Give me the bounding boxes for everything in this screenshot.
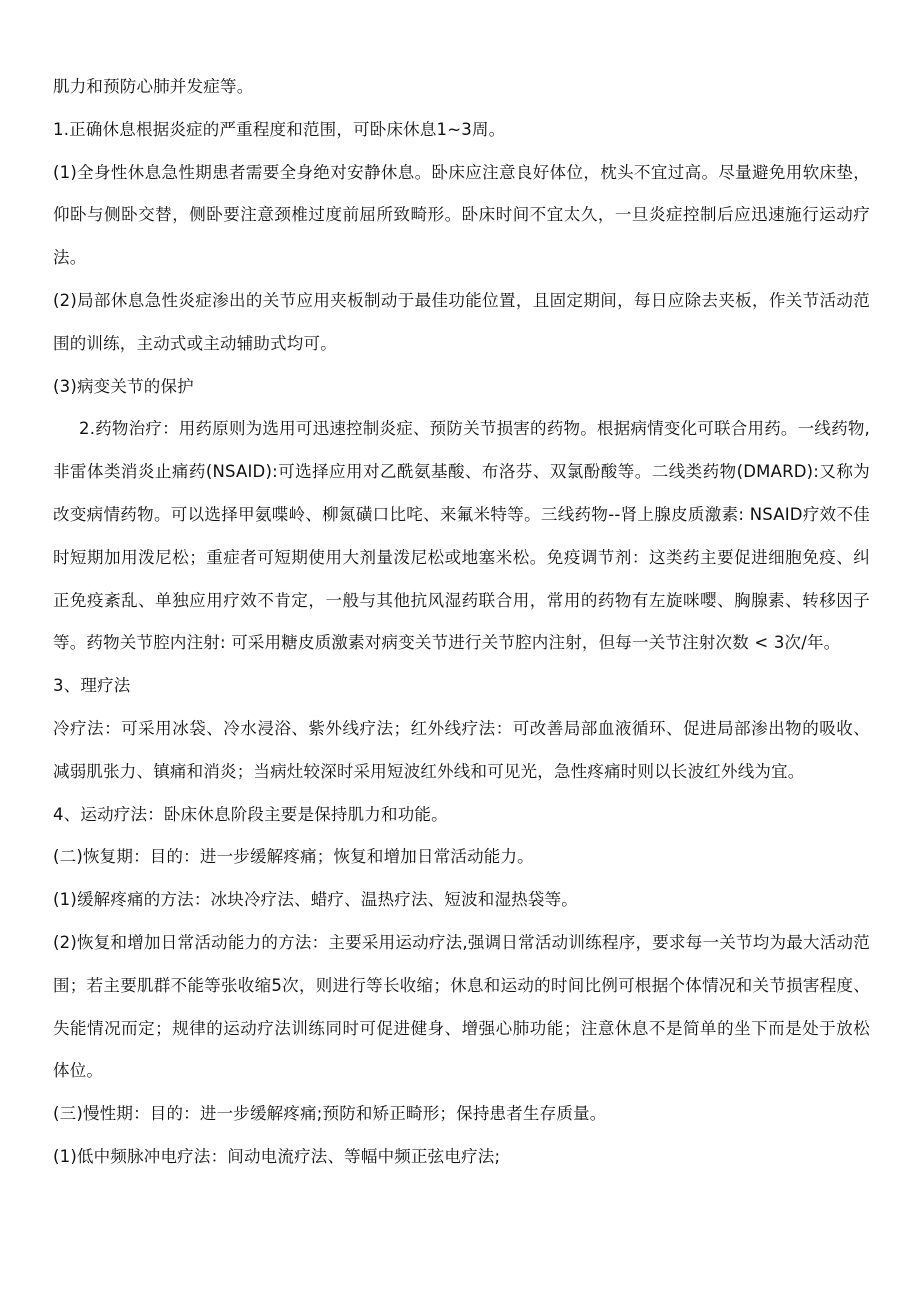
section-heading-chronic: (三)慢性期：目的：进一步缓解疼痛;预防和矫正畸形；保持患者生存质量。 bbox=[53, 1104, 607, 1124]
paragraph-pain-relief: (1)缓解疼痛的方法：冰块冷疗法、蜡疗、温热疗法、短波和湿热袋等。 bbox=[53, 890, 578, 910]
paragraph-cold-therapy: 冷疗法：可采用冰袋、冷水浸浴、紫外线疗法；红外线疗法：可改善局部血液循环、促进局部渗出物的吸收、减弱肌张力、镇痛和消炎；当病灶较深时采用短波红外线和可见光，急性疼痛时则以长波红外线为宜。 bbox=[53, 718, 870, 781]
paragraph-local-rest: (2)局部休息急性炎症渗出的关节应用夹板制动于最佳功能位置，且固定期间，每日应除去夹板，作关节活动范围的训练，主动式或主动辅助式均可。 bbox=[53, 290, 870, 353]
paragraph-rest-section: 1.正确休息根据炎症的严重程度和范围，可卧床休息1~3周。 bbox=[53, 119, 506, 139]
paragraph-joint-protection: (3)病变关节的保护 bbox=[53, 376, 194, 396]
section-heading-recovery: (二)恢复期：目的：进一步缓解疼痛；恢复和增加日常活动能力。 bbox=[53, 847, 534, 867]
paragraph-electrotherapy: (1)低中频脉冲电疗法：间动电流疗法、等幅中频正弦电疗法; bbox=[53, 1146, 501, 1166]
paragraph-continuation: 肌力和预防心肺并发症等。 bbox=[53, 77, 254, 96]
paragraph-daily-activity: (2)恢复和增加日常活动能力的方法：主要采用运动疗法,强调日常活动训练程序，要求每一关节均为最大活动范围；若主要肌群不能等张收缩5次，则进行等长收缩；休息和运动的时间比例可根据个体情况和关节损害程度、失能情况而定；规律的运动疗法训练同时可促进健身、增强心肺功能；注意休息不是简单的坐下而是处于放松体位。 bbox=[53, 932, 870, 1081]
section-heading-physiotherapy: 3、理疗法 bbox=[53, 676, 131, 696]
paragraph-exercise-therapy: 4、运动疗法：卧床休息阶段主要是保持肌力和功能。 bbox=[53, 804, 448, 824]
paragraph-drug-therapy: 2.药物治疗：用药原则为选用可迅速控制炎症、预防关节损害的药物。根据病情变化可联合用药。一线药物,非雷体类消炎止痛药(NSAID):可选择应用对乙酰氨基酸、布洛芬、双氯酚酸等。二线类药物(DMARD):又称为改变病情药物。可以选择甲氨喋岭、柳氮磺口比咤、来氟米特等。三线药物--肾上腺皮质激素: NSAID疗效不佳时短期加用泼尼松；重症者可短期使用大剂量泼尼松或地塞米松。免疫调节剂：这类药主要促进细胞免疫、纠正免疫紊乱、单独应用疗效不肯定，一般与其他抗风湿药联合用，常用的药物有左旋咪嘤、胸腺素、转移因子等。药物关节腔内注射: 可采用糖皮质激素对病变关节进行关节腔内注射，但每一关节注射次数 < 3次/年。 bbox=[53, 419, 870, 653]
paragraph-full-body-rest: (1)全身性休息急性期患者需要全身绝对安静休息。卧床应注意良好体位，枕头不宜过高。尽量避免用软床垫，仰卧与侧卧交替，侧卧要注意颈椎过度前屈所致畸形。卧床时间不宜太久，一旦炎症控制后应迅速施行运动疗法。 bbox=[53, 162, 870, 268]
